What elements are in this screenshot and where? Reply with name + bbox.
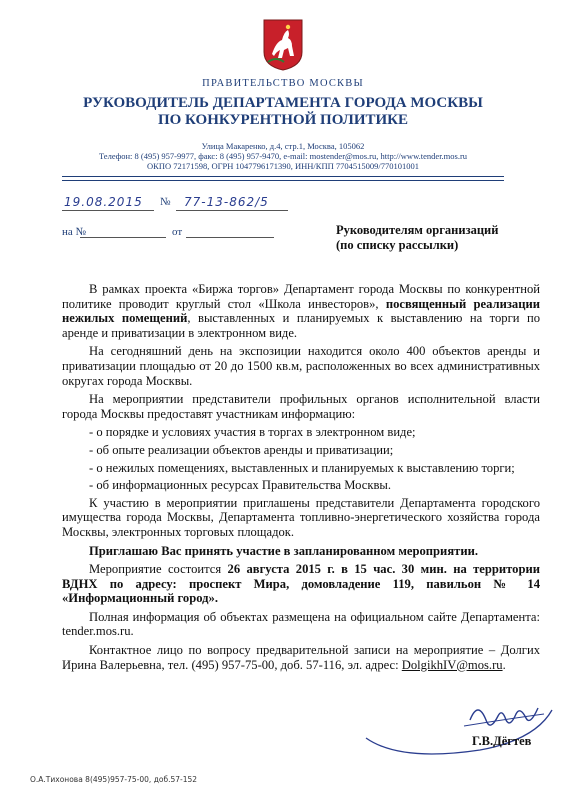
letterhead-address-block	[0, 141, 566, 171]
outgoing-date: 19.08.2015	[64, 195, 143, 209]
contact-text: Контактное лицо по вопросу предварительной записи на мероприятие – Долгих Ирина Валерьевна, тел. (495) 957-75-00, доб. 57-116, эл. адрес:	[62, 643, 540, 672]
list-item: - об информационных ресурсах Правительства Москвы.	[89, 478, 392, 493]
paragraph-contact	[62, 643, 540, 672]
paragraph-agenda: На мероприятии представители профильных органов исполнительной власти города Москвы предоставят участникам информацию:	[62, 392, 540, 421]
event-details: 26 августа 2015 г. в 15 час. 30 мин. на территории ВДНХ по адресу: проспект Мира, домовладение 119, павильон № 14 «Информационный город».	[62, 562, 540, 606]
department-title-line1: РУКОВОДИТЕЛЬ ДЕПАРТАМЕНТА ГОРОДА МОСКВЫ	[83, 95, 483, 111]
paragraph-objects: На сегодняшний день на экспозиции находится около 400 объектов аренды и приватизации площадью от 20 до 1500 кв.м, расположенных во всех административных округах города Москвы.	[62, 344, 540, 388]
intro-emphasis: посвященный реализации нежилых помещений	[62, 296, 540, 326]
reference-date-line	[186, 237, 274, 238]
signer-name: Г.В.Дёгтев	[472, 734, 532, 748]
number-underline	[176, 210, 288, 211]
reference-date-label: от	[172, 226, 183, 238]
contact-email-link[interactable]: DolgikhIV@mos.ru	[401, 657, 503, 672]
intro-text-end: , выставленных и планируемых к выставлению на торги по аренде и приватизации в электронном виде.	[62, 311, 540, 340]
department-title	[0, 95, 566, 129]
date-underline	[62, 210, 154, 211]
moscow-coat-of-arms-icon	[262, 18, 304, 72]
recipient-line2: (по списку рассылки)	[336, 238, 459, 252]
government-title: ПРАВИТЕЛЬСТВО МОСКВЫ	[202, 78, 364, 89]
recipient-line1: Руководителям организаций	[336, 223, 499, 237]
paragraph-invited: К участию в мероприятии приглашены представители Департамента городского имущества города Москвы, Департамента топливно-энергетического хозяйства города Москвы, электронных торговых площадок.	[62, 495, 540, 539]
executor-footer: О.А.Тихонова 8(495)957-75-00, доб.57-152	[30, 775, 198, 784]
outgoing-number-label: №	[160, 196, 171, 208]
list-item: - о порядке и условиях участия в торгах в электронном виде;	[89, 425, 416, 440]
paragraph-event-details	[62, 562, 540, 606]
recipient-block	[336, 223, 498, 253]
paragraph-invitation	[62, 544, 540, 559]
contact-info: Телефон: 8 (495) 957-9977, факс: 8 (495) 957-9470, e-mail: mostender@mos.ru, http://www.tender.mos.ru	[98, 151, 468, 161]
reference-number-label: на №	[62, 226, 87, 238]
reference-number-line	[80, 237, 166, 238]
registration-codes: ОКПО 72171598, ОГРН 1047796171390, ИНН/КПП 7704515009/770101001	[147, 161, 419, 171]
paragraph-intro	[62, 282, 540, 340]
list-item: - о нежилых помещениях, выставленных и планируемых к выставлению торги;	[89, 460, 515, 475]
paragraph-website: Полная информация об объектах размещена на официальном сайте Департамента: tender.mos.ru.	[62, 609, 540, 639]
event-intro: Мероприятие состоится	[89, 562, 228, 577]
letter-body	[62, 282, 540, 676]
intro-text: В рамках проекта «Биржа торгов» Департамент города Москвы по конкурентной политике проводит круглый стол «Школа инвесторов»,	[62, 282, 540, 311]
handwritten-signature	[360, 690, 560, 760]
street-address: Улица Макаренко, д.4, стр.1, Москва, 105062	[201, 141, 365, 151]
letterhead-divider	[62, 176, 504, 181]
outgoing-number: 77-13-862/5	[184, 195, 269, 209]
contact-text-end: .	[502, 657, 506, 672]
invitation-text: Приглашаю Вас принять участие в запланированном мероприятии.	[89, 543, 478, 558]
list-item: - об опыте реализации объектов аренды и приватизации;	[89, 442, 394, 457]
department-title-line2: ПО КОНКУРЕНТНОЙ ПОЛИТИКЕ	[157, 112, 409, 128]
